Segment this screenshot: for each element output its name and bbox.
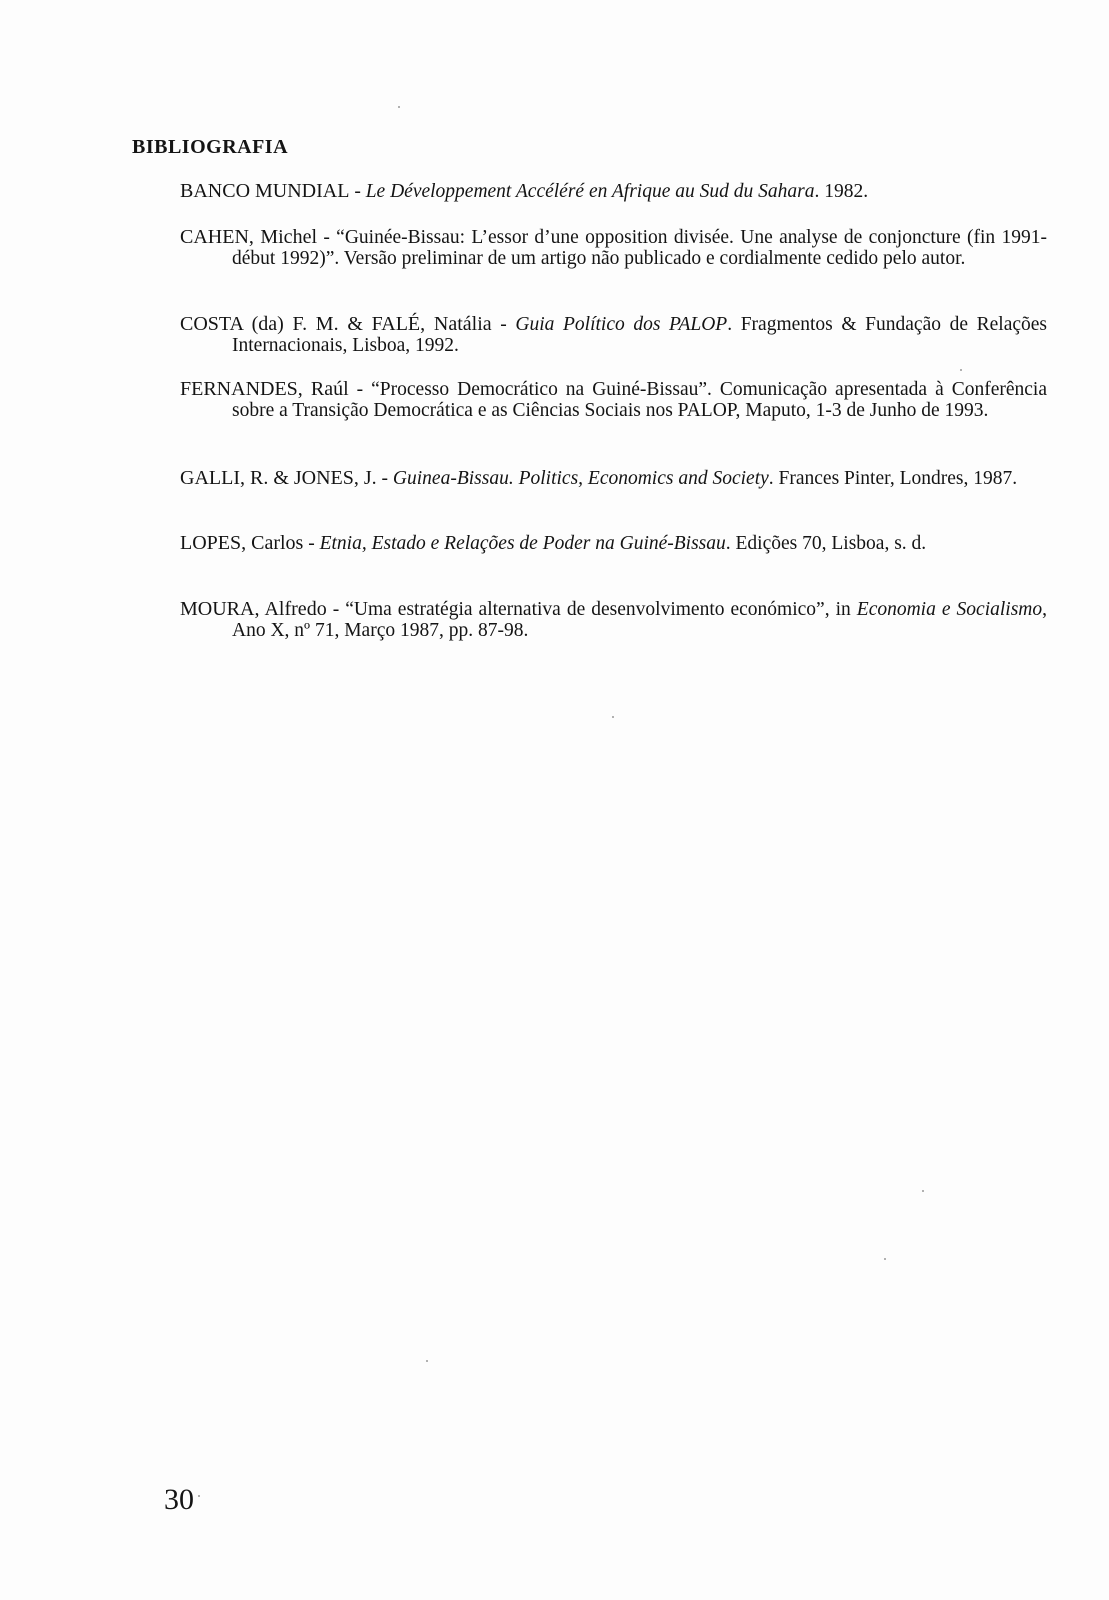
bibliography-entry <box>180 314 1047 356</box>
bibliography-entry <box>180 227 1047 269</box>
entry-author: COSTA (da) F. M. & FALÉ, Natália <box>180 313 492 335</box>
entry-separator: - <box>491 314 516 335</box>
entry-details: , Ano X, nº 71, Março 1987, pp. 87-98. <box>232 599 1047 641</box>
bibliography-entry <box>180 468 1047 489</box>
entry-separator: - <box>348 379 372 400</box>
scan-speck <box>612 716 614 718</box>
scan-speck <box>922 1190 924 1192</box>
page-number: 30 <box>164 1483 194 1516</box>
entry-separator: - <box>349 181 366 202</box>
entry-details: “Guinée-Bissau: L’essor d’une opposition divisée. Une analyse de conjoncture (fin 1991-début 1992)”. Versão preliminar de um artigo não publicado e cordialmente cedido pelo autor. <box>232 227 1047 269</box>
scan-speck <box>398 106 400 108</box>
entry-prefix: “Uma estratégia alternativa de desenvolvimento económico”, in <box>345 599 857 620</box>
entry-author: LOPES, Carlos <box>180 532 304 554</box>
scan-speck <box>884 1258 886 1260</box>
scan-speck <box>426 1360 428 1362</box>
bibliography-entry <box>180 533 1047 554</box>
entry-author: CAHEN, Michel <box>180 226 317 248</box>
entry-author: BANCO MUNDIAL <box>180 180 350 202</box>
entry-separator: - <box>376 468 393 489</box>
entry-title: Economia e Socialismo <box>856 599 1043 620</box>
bibliography-entry <box>180 181 1047 202</box>
section-heading: BIBLIOGRAFIA <box>132 136 289 158</box>
bibliography-entry <box>180 379 1047 421</box>
entry-author: FERNANDES, Raúl <box>180 378 349 400</box>
entry-separator: - <box>303 533 320 554</box>
entry-details: . Frances Pinter, Londres, 1987. <box>768 468 1018 489</box>
entry-author: MOURA, Alfredo <box>180 598 327 620</box>
entry-title: Le Développement Accéléré en Afrique au Sud du Sahara <box>365 181 815 202</box>
entry-separator: - <box>317 227 337 248</box>
scan-speck <box>960 369 962 371</box>
entry-details: . Edições 70, Lisboa, s. d. <box>725 533 927 554</box>
entry-title: Guinea-Bissau. Politics, Economics and Society <box>392 468 769 489</box>
entry-details: . Fragmentos & Fundação de Relações Internacionais, Lisboa, 1992. <box>232 314 1047 356</box>
entry-details: . 1982. <box>814 181 869 202</box>
entry-details: “Processo Democrático na Guiné-Bissau”. Comunicação apresentada à Conferência sobre a Transição Democrática e as Ciências Sociais nos PALOP, Maputo, 1-3 de Junho de 1993. <box>232 379 1047 421</box>
bibliography-entry <box>180 599 1047 641</box>
entry-author: GALLI, R. & JONES, J. <box>180 467 377 489</box>
entry-separator: - <box>326 599 346 620</box>
entry-title: Guia Político dos PALOP <box>515 314 728 335</box>
scan-speck <box>198 1495 200 1497</box>
entry-title: Etnia, Estado e Relações de Poder na Guiné-Bissau <box>319 533 726 554</box>
